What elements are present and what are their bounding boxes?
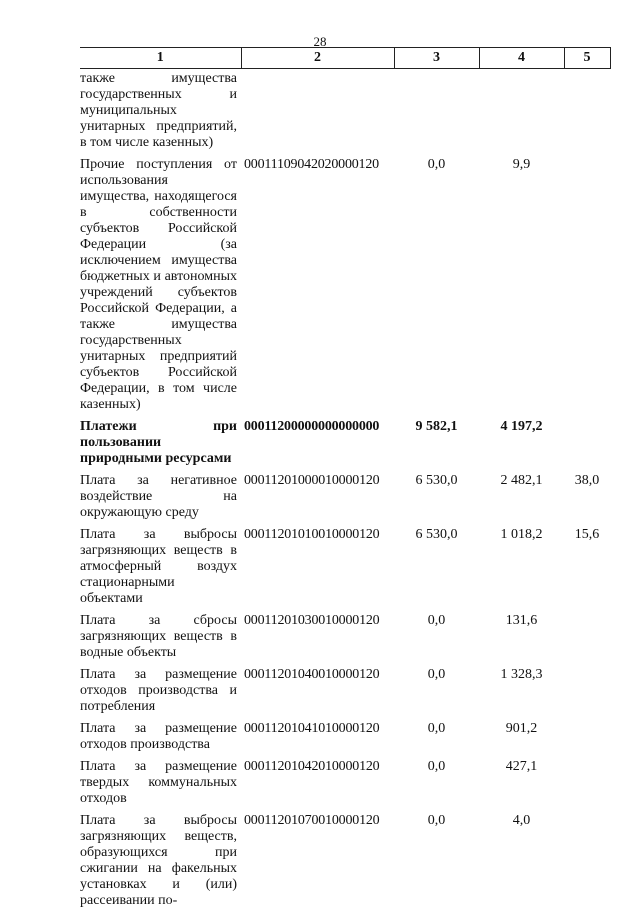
- row-name-cell: Плата за негативное воздействие на окружающую среду: [80, 473, 237, 520]
- row-value-col3: 6 530,0: [415, 473, 458, 488]
- row-value-col5: [564, 753, 610, 807]
- row-value-col3: [394, 69, 479, 152]
- row-value-col4: 1 018,2: [500, 527, 543, 542]
- row-value-col4: 9,9: [512, 157, 531, 172]
- row-name-cell: Плата за размещение отходов производства и потребления: [80, 667, 237, 714]
- table-row: [80, 607, 610, 661]
- row-code-cell: 00011201070010000120: [244, 813, 380, 828]
- column-header-2: 2: [241, 48, 394, 69]
- row-name-cell: Прочие поступления от использования имущества, находящегося в собственности субъектов Российской Федерации (за исключением имущества бюджетных и автономных учреждений субъектов Российской Федерации, а также имущества государственных унитарных предприятий субъектов Российской Федерации, в том числе казенных): [80, 157, 237, 412]
- row-name-cell: Плата за выбросы загрязняющих веществ, образующихся при сжигании на факельных установках и (или) рассеивании по-: [80, 813, 237, 908]
- table-row: [80, 467, 610, 521]
- row-code-cell: 00011201040010000120: [244, 667, 380, 682]
- row-value-col3: 0,0: [427, 721, 446, 736]
- row-code-cell: 00011201010010000120: [244, 527, 380, 542]
- row-value-col4: 131,6: [505, 613, 538, 628]
- row-value-col5: 38,0: [574, 473, 600, 488]
- page-number: 28: [313, 34, 327, 49]
- row-value-col5: 15,6: [574, 527, 600, 542]
- row-code-cell: 00011201041010000120: [244, 721, 380, 736]
- row-value-col5: [564, 151, 610, 413]
- row-value-col4: 1 328,3: [500, 667, 543, 682]
- table-row: [80, 151, 610, 413]
- row-value-col4: 427,1: [505, 759, 538, 774]
- row-code-cell: 00011201000010000120: [244, 473, 380, 488]
- table-row: [80, 715, 610, 753]
- row-value-col3: 0,0: [427, 157, 446, 172]
- row-name-cell: Плата за сбросы загрязняющих веществ в водные объекты: [80, 613, 237, 660]
- column-header-1: 1: [80, 48, 241, 69]
- row-value-col5: [564, 413, 610, 467]
- row-value-col4: 2 482,1: [500, 473, 543, 488]
- row-value-col3: 9 582,1: [415, 419, 458, 434]
- row-value-col3: 0,0: [427, 667, 446, 682]
- table-row: [80, 753, 610, 807]
- row-value-col5: [564, 69, 610, 152]
- table-row: [80, 521, 610, 607]
- row-value-col3: 0,0: [427, 759, 446, 774]
- column-header-5: 5: [564, 48, 610, 69]
- table-header-row: [80, 48, 610, 69]
- row-value-col4: 4,0: [512, 813, 531, 828]
- row-value-col5: [564, 607, 610, 661]
- row-name-cell: Плата за размещение твердых коммунальных отходов: [80, 759, 237, 806]
- column-header-3: 3: [394, 48, 479, 69]
- row-name-cell: Платежи при пользовании природными ресурсами: [80, 419, 237, 466]
- table-row: [80, 661, 610, 715]
- row-code-cell: 00011109042020000120: [244, 157, 379, 172]
- row-code-cell: 00011201042010000120: [244, 759, 380, 774]
- row-name-cell: Плата за размещение отходов производства: [80, 721, 237, 752]
- table-row: [80, 807, 610, 909]
- row-value-col5: [564, 715, 610, 753]
- row-value-col4: 4 197,2: [500, 419, 543, 434]
- row-value-col4: 901,2: [505, 721, 538, 736]
- row-value-col3: 6 530,0: [415, 527, 458, 542]
- column-header-4: 4: [479, 48, 564, 69]
- row-name-cell: также имущества государственных и муниципальных унитарных предприятий, в том числе казенных): [80, 71, 237, 150]
- table-row: [80, 413, 610, 467]
- row-value-col4: [479, 69, 564, 152]
- row-code-cell: 00011201030010000120: [244, 613, 380, 628]
- row-code-cell: [241, 69, 394, 152]
- row-value-col3: 0,0: [427, 813, 446, 828]
- row-code-cell: 00011200000000000000: [244, 419, 380, 434]
- revenue-table: [80, 47, 611, 909]
- row-value-col3: 0,0: [427, 613, 446, 628]
- row-name-cell: Плата за выбросы загрязняющих веществ в атмосферный воздух стационарными объектами: [80, 527, 237, 606]
- table-row: [80, 69, 610, 152]
- row-value-col5: [564, 661, 610, 715]
- row-value-col5: [564, 807, 610, 909]
